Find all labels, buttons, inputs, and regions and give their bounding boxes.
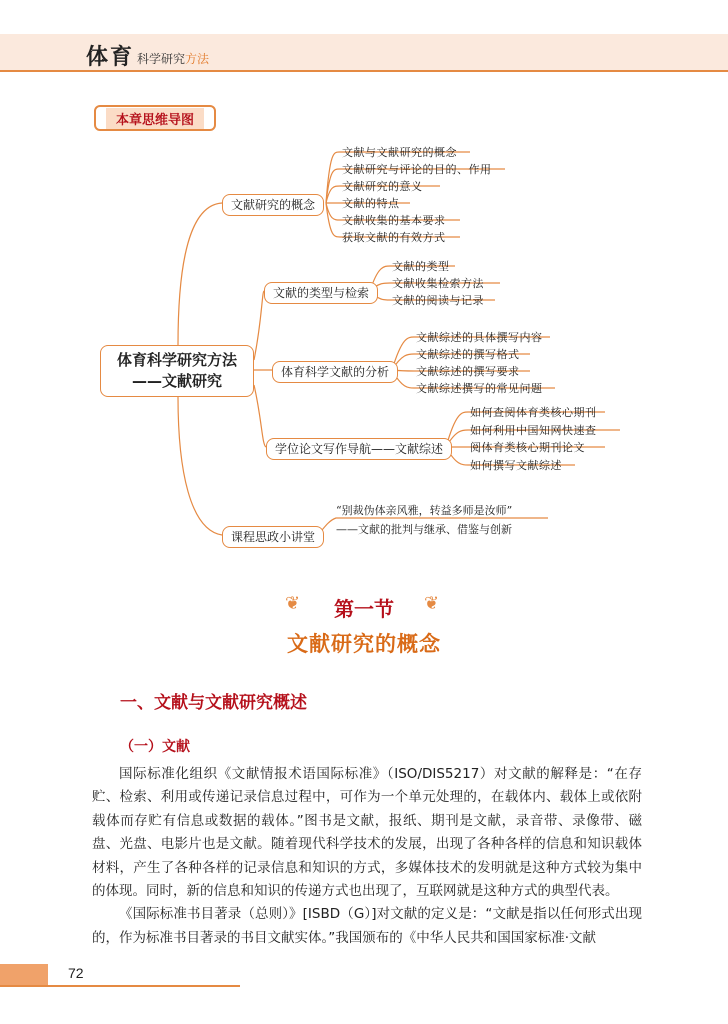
branch-analysis: 体育科学文献的分析 [272, 361, 398, 383]
leaf: 如何撰写文献综述 [470, 459, 562, 472]
leaf: 文献的阅读与记录 [392, 294, 484, 307]
paragraph: 国际标准化组织《文献情报术语国际标准》（ISO/DIS5217）对文献的解释是：“在存贮、检索、利用或传递记录信息过程中，可作为一个单元处理的，在载体内、载体上或依附载体而存贮有信息或数据的载体。”图书是文献，报纸、期刊是文献，录音带、录像带、磁盘、光盘、电影片也是文献。随着现代科学技术的发展，出现了各种各样的信息和知识载体材料，产生了各种各样的记录信息和知识的方式，多媒体技术的发明就是这种方式较为集中的体现。同时，新的信息和知识的传递方式也出现了，互联网就是这种方式的典型代表。 [92, 766, 642, 900]
footer-bar [0, 964, 48, 986]
leaf: 如何利用中国知网快速查 [470, 424, 597, 437]
page-number: 72 [68, 965, 84, 981]
section-title: 文献研究的概念 [287, 632, 441, 656]
ornament-right-icon: ❦ [424, 593, 440, 614]
book-subtitle-a: 科学研究 [137, 52, 186, 66]
paragraph: 《国际标准书目著录（总则）》[ISBD（G）]对文献的定义是：“文献是指以任何形式出现的，作为标准书目著录的书目文献实体。”我国颁布的《中华人民共和国国家标准·文献 [92, 906, 642, 946]
leaf: 获取文献的有效方式 [342, 231, 446, 244]
ornament-left-icon: ❦ [285, 593, 301, 614]
header-rule-left [0, 70, 60, 72]
mindmap-badge [94, 105, 216, 131]
root-line1: 体育科学研究方法 [116, 351, 237, 369]
leaf: 文献收集检索方法 [392, 277, 484, 290]
heading-level2: （一）文献 [120, 739, 190, 755]
mindmap-badge-label: 本章思维导图 [106, 108, 204, 129]
section-number: 第一节 [334, 597, 394, 621]
book-title: 体育 [86, 45, 135, 70]
leaf: 文献综述的撰写格式 [416, 348, 520, 361]
header-rule [60, 70, 728, 72]
quote-line1: “别裁伪体亲风雅，转益多师是汝师” [336, 504, 513, 517]
leaf: 文献与文献研究的概念 [342, 146, 457, 159]
mindmap-root [100, 345, 254, 397]
leaf: 如何查阅体育类核心期刊 [470, 406, 597, 419]
leaf: 文献研究与评论的目的、作用 [342, 163, 492, 176]
footer-rule [0, 985, 240, 987]
leaf: 阅体育类核心期刊论文 [470, 441, 585, 454]
leaf: 文献研究的意义 [342, 180, 423, 193]
branch-types: 文献的类型与检索 [264, 282, 378, 304]
leaf: 文献综述的撰写要求 [416, 365, 520, 378]
leaf: 文献综述的具体撰写内容 [416, 331, 543, 344]
branch-concept: 文献研究的概念 [222, 194, 324, 216]
book-subtitle-b: 方法 [185, 52, 210, 66]
book-subtitle [137, 50, 209, 67]
root-line2: ——文献研究 [131, 372, 222, 390]
leaf: 文献综述撰写的常见问题 [416, 382, 543, 395]
branch-thesis: 学位论文写作导航——文献综述 [266, 438, 452, 460]
leaf: 文献的特点 [342, 197, 400, 210]
body-text [92, 763, 642, 950]
leaf: 文献的类型 [392, 260, 450, 273]
leaf: 文献收集的基本要求 [342, 214, 446, 227]
heading-level1: 一、文献与文献研究概述 [120, 693, 307, 713]
branch-ideology: 课程思政小讲堂 [222, 526, 324, 548]
quote-line2: ——文献的批判与继承、借鉴与创新 [336, 523, 512, 536]
page-header [0, 0, 728, 80]
